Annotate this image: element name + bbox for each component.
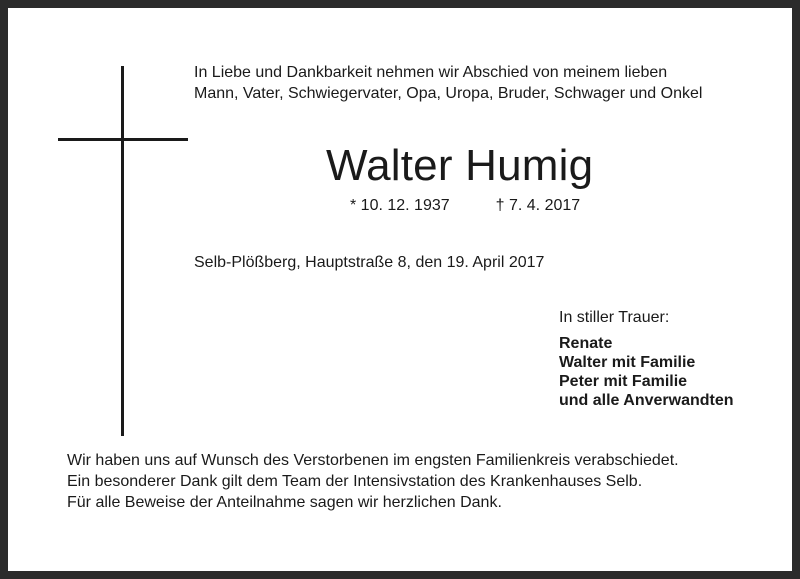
mourner-name: Peter mit Familie (559, 373, 688, 390)
intro-line: In Liebe und Dankbarkeit nehmen wir Abschied von meinem lieben (194, 64, 668, 81)
place-and-date: Selb-Plößberg, Hauptstraße 8, den 19. April 2017 (194, 254, 545, 271)
mourner-name: Walter mit Familie (559, 354, 696, 371)
closing-line: Wir haben uns auf Wunsch des Verstorbenen im engsten Familienkreis verabschiedet. (67, 452, 679, 469)
cross-horizontal-bar (58, 138, 188, 141)
closing-line: Ein besonderer Dank gilt dem Team der Intensivstation des Krankenhauses Selb. (67, 473, 643, 490)
birth-date: * 10. 12. 1937 (350, 197, 450, 214)
life-dates (350, 196, 580, 216)
mourners-list (559, 334, 734, 410)
mourner-name: Renate (559, 335, 613, 352)
closing-text (67, 450, 679, 513)
deceased-name: Walter Humig (326, 141, 594, 190)
intro-text (194, 62, 702, 104)
intro-line: Mann, Vater, Schwiegervater, Opa, Uropa, Bruder, Schwager und Onkel (194, 85, 703, 102)
cross-vertical-bar (121, 66, 124, 436)
death-date: † 7. 4. 2017 (495, 197, 581, 214)
mourner-name: und alle Anverwandten (559, 392, 734, 409)
mourning-heading: In stiller Trauer: (559, 309, 670, 326)
closing-line: Für alle Beweise der Anteilnahme sagen wir herzlichen Dank. (67, 494, 502, 511)
